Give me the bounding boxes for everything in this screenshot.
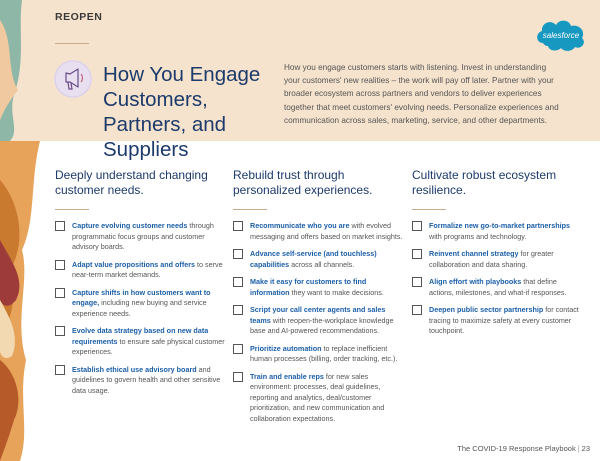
checkbox[interactable] xyxy=(233,277,243,287)
checkbox[interactable] xyxy=(233,249,243,259)
checklist-item: Capture shifts in how customers want to engage, including new buying and service experience needs. xyxy=(55,288,225,320)
checkbox[interactable] xyxy=(55,288,65,298)
checklist-item: Establish ethical use advisory board and guidelines to govern health and other sensitive data usage. xyxy=(55,365,225,397)
checklist-item: Prioritize automation to replace inefficient human processes (billing, order tracking, etc.). xyxy=(233,344,403,365)
checklist-item: Adapt value propositions and offers to serve near-term market demands. xyxy=(55,260,225,281)
salesforce-logo xyxy=(533,15,589,53)
section-label: REOPEN xyxy=(55,11,103,23)
checkbox[interactable] xyxy=(55,221,65,231)
checklist-item: Train and enable reps for new sales environment: processes, deal guidelines, reporting and analytics, deal/customer prioritization, and new communication and collaboration expectations. xyxy=(233,372,403,425)
checklist-item: Evolve data strategy based on new data requirements to ensure safe physical customer experiences. xyxy=(55,326,225,358)
document-title: The COVID-19 Response Playbook xyxy=(457,444,576,453)
divider xyxy=(412,209,446,210)
logo-wordmark: salesforce xyxy=(542,31,580,40)
checkbox[interactable] xyxy=(233,221,243,231)
column-heading: Rebuild trust through personalized experiences. xyxy=(233,168,373,197)
divider xyxy=(55,43,89,44)
checkbox[interactable] xyxy=(233,305,243,315)
checkbox[interactable] xyxy=(55,365,65,375)
column-heading: Cultivate robust ecosystem resilience. xyxy=(412,168,557,197)
checkbox[interactable] xyxy=(55,326,65,336)
checklist-item: Deepen public sector partnership for contact tracing to maximize safety at every customer touchpoint. xyxy=(412,305,582,337)
checkbox[interactable] xyxy=(412,249,422,259)
checklist-item: Capture evolving customer needs through programmatic focus groups and customer advisory boards. xyxy=(55,221,225,253)
checkbox[interactable] xyxy=(412,305,422,315)
checklist-item: Reinvent channel strategy for greater collaboration and data sharing. xyxy=(412,249,582,270)
checklist-item: Recommunicate who you are with evolved messaging and offers based on market insights. xyxy=(233,221,403,242)
checklist-item: Make it easy for customers to find information they want to make decisions. xyxy=(233,277,403,298)
checkbox[interactable] xyxy=(412,221,422,231)
divider xyxy=(55,209,89,210)
decorative-foliage xyxy=(0,0,40,461)
column-ecosystem xyxy=(412,168,582,344)
page-title: How You Engage Customers, Partners, and Suppliers xyxy=(103,63,261,161)
checklist-item: Advance self-service (and touchless) capabilities across all channels. xyxy=(233,249,403,270)
column-understand xyxy=(55,168,225,403)
checklist-item: Script your call center agents and sales teams with reopen-the-workplace knowledge base and AI-powered recommendations. xyxy=(233,305,403,337)
intro-paragraph: How you engage customers starts with listening. Invest in understanding your customers' new realities – the work will pay off later. Partner with your broader ecosystem across partners and vendors to deliver experiences together that meet customers' evolving needs. Personalize experiences and communication across sales, marketing, service, and other departments. xyxy=(284,63,559,125)
checkbox[interactable] xyxy=(412,277,422,287)
column-heading: Deeply understand changing customer needs. xyxy=(55,168,208,197)
checklist-item: Align effort with playbooks that define actions, milestones, and what-if responses. xyxy=(412,277,582,298)
checkbox[interactable] xyxy=(233,344,243,354)
checkbox[interactable] xyxy=(233,372,243,382)
divider xyxy=(233,209,267,210)
column-rebuild-trust xyxy=(233,168,403,431)
megaphone-icon xyxy=(54,60,92,98)
checklist-item: Formalize new go-to-market partnerships with programs and technology. xyxy=(412,221,582,242)
page-number: 23 xyxy=(581,444,590,453)
checkbox[interactable] xyxy=(55,260,65,270)
page-footer: The COVID-19 Response Playbook | 23 xyxy=(457,444,590,453)
